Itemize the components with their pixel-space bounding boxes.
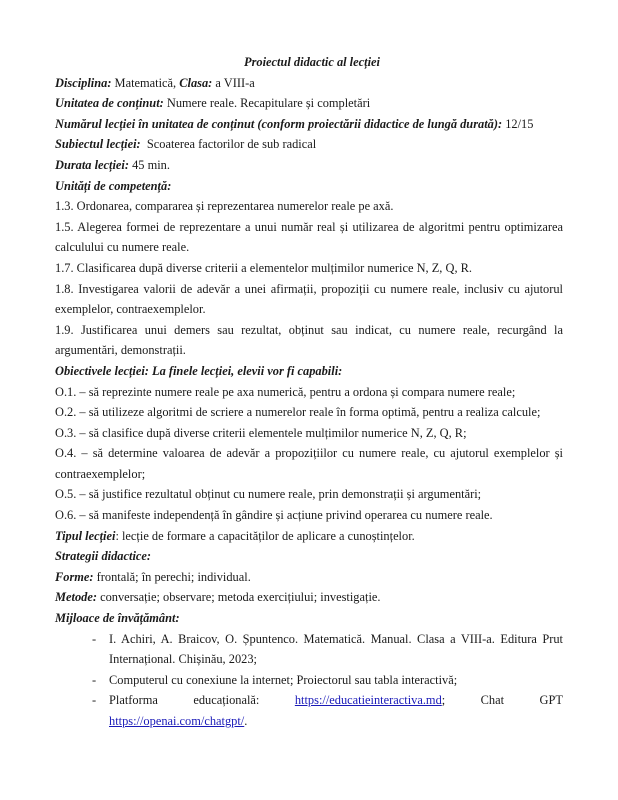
strategies-heading: Strategii didactice: <box>55 549 152 564</box>
bullet-dash: - <box>92 693 97 708</box>
bullet-dash: - <box>92 672 97 687</box>
bullet-dash: - <box>92 631 97 646</box>
lesson-number-value: 12/15 <box>502 116 534 131</box>
gpt-label: GPT <box>539 693 563 708</box>
forms-value: frontală; în perechi; individual. <box>93 569 251 584</box>
content-unit-value: Numere reale. Recapitulare și completări <box>163 96 371 111</box>
educatie-link[interactable]: https://educatieinteractiva.md <box>294 693 442 708</box>
class-label: Clasa: <box>179 75 213 90</box>
list-item <box>55 670 563 691</box>
competence-item: 1.7. Clasificarea după diverse criterii a elementelor mulțimilor numerice N, Z, Q, R. <box>55 260 473 275</box>
content-unit-line <box>55 93 563 114</box>
objective-item: O.3. – să clasifice după diverse criterii elementele mulțimilor numerice N, Z, Q, R; <box>55 425 467 440</box>
platform-line <box>109 690 563 711</box>
list-item <box>55 629 563 670</box>
means-item-text: Computerul cu conexiune la internet; Proiectorul sau tabla interactivă; <box>109 672 458 687</box>
chatgpt-link[interactable]: https://openai.com/chatgpt/ <box>109 714 245 728</box>
forms-label: Forme: <box>55 569 94 584</box>
competence-item: 1.5. Alegerea formei de reprezentare a unui număr real și utilizarea de algoritmi pentru optimizarea calculului cu numere reale. <box>55 219 563 255</box>
chatgpt-link-line <box>109 711 563 732</box>
duration-value: 45 min. <box>129 157 170 172</box>
objective-item: O.1. – să reprezinte numere reale pe axa numerică, pentru a ordona și compara numere reale; <box>55 384 516 399</box>
duration-line <box>55 155 563 176</box>
discipline-label: Disciplina: <box>55 75 112 90</box>
forms-line <box>55 567 563 588</box>
platform-label: Platforma <box>109 693 158 708</box>
document-title: Proiectul didactic al lecției <box>244 55 380 69</box>
document-page <box>55 52 563 732</box>
competence-item: 1.3. Ordonarea, compararea și reprezentarea numerelor reale pe axă. <box>55 199 394 214</box>
end-period: . <box>244 714 248 728</box>
chat-label: Chat <box>480 693 505 708</box>
methods-label: Metode: <box>55 590 97 605</box>
lesson-type-value: : lecție de formare a capacităților de aplicare a cunoștințelor. <box>115 528 415 543</box>
platform-link-group <box>295 690 445 711</box>
duration-label: Durata lecției: <box>55 157 129 172</box>
objective-item: O.5. – să justifice rezultatul obținut cu numere reale, prin demonstrații și argumentări; <box>55 487 482 502</box>
competence-item: 1.8. Investigarea valorii de adevăr a unei afirmații, propoziții cu numere reale, inclusiv cu ajutorul exemplelor, contraexemplelor. <box>55 281 563 317</box>
lesson-subject-value: Scoaterea factorilor de sub radical <box>140 137 317 152</box>
class-value: a VIII-a <box>212 75 255 90</box>
content-unit-label: Unitatea de conținut: <box>55 96 164 111</box>
means-item-text: I. Achiri, A. Braicov, O. Șpuntenco. Matematică. Manual. Clasa a VIII-a. Editura Prut Internațional. Chișinău, 2023; <box>109 631 563 667</box>
objective-item: O.6. – să manifeste independență în gândire și acțiune privind operarea cu numere reale. <box>55 508 493 523</box>
separator: ; <box>441 693 446 708</box>
objective-item: O.2. – să utilizeze algoritmi de scriere a numerelor reale în forma optimă, pentru a realiza calcule; <box>55 405 541 420</box>
lesson-subject-line <box>55 134 563 155</box>
methods-value: conversație; observare; metoda exercițiului; investigație. <box>96 590 381 605</box>
objective-item: O.4. – să determine valoarea de adevăr a propozițiilor cu numere reale, cu ajutorul exemplelor și contraexemplelor; <box>55 446 563 481</box>
lesson-type-line <box>55 526 563 547</box>
competences-heading: Unități de competență: <box>55 178 172 193</box>
list-item <box>55 690 563 731</box>
lesson-number-line <box>55 114 563 135</box>
lesson-number-label: Numărul lecției în unitatea de conținut (conform proiectării didactice de lungă durată): <box>55 116 503 131</box>
lesson-type-label: Tipul lecției <box>55 528 116 543</box>
discipline-line <box>55 73 563 94</box>
discipline-value: Matematică, <box>111 75 180 90</box>
objectives-heading: Obiectivele lecției: La finele lecției, elevii vor fi capabili: <box>55 363 343 378</box>
platform-label-2: educațională: <box>193 693 260 708</box>
competence-item: 1.9. Justificarea unui demers sau rezultat, obținut sau indicat, cu numere reale, recurgând la argumentări, demonstrații. <box>55 322 563 358</box>
means-heading: Mijloace de învățământ: <box>55 611 180 626</box>
lesson-subject-label: Subiectul lecției: <box>55 137 141 152</box>
means-list <box>55 629 563 732</box>
methods-line <box>55 587 563 608</box>
